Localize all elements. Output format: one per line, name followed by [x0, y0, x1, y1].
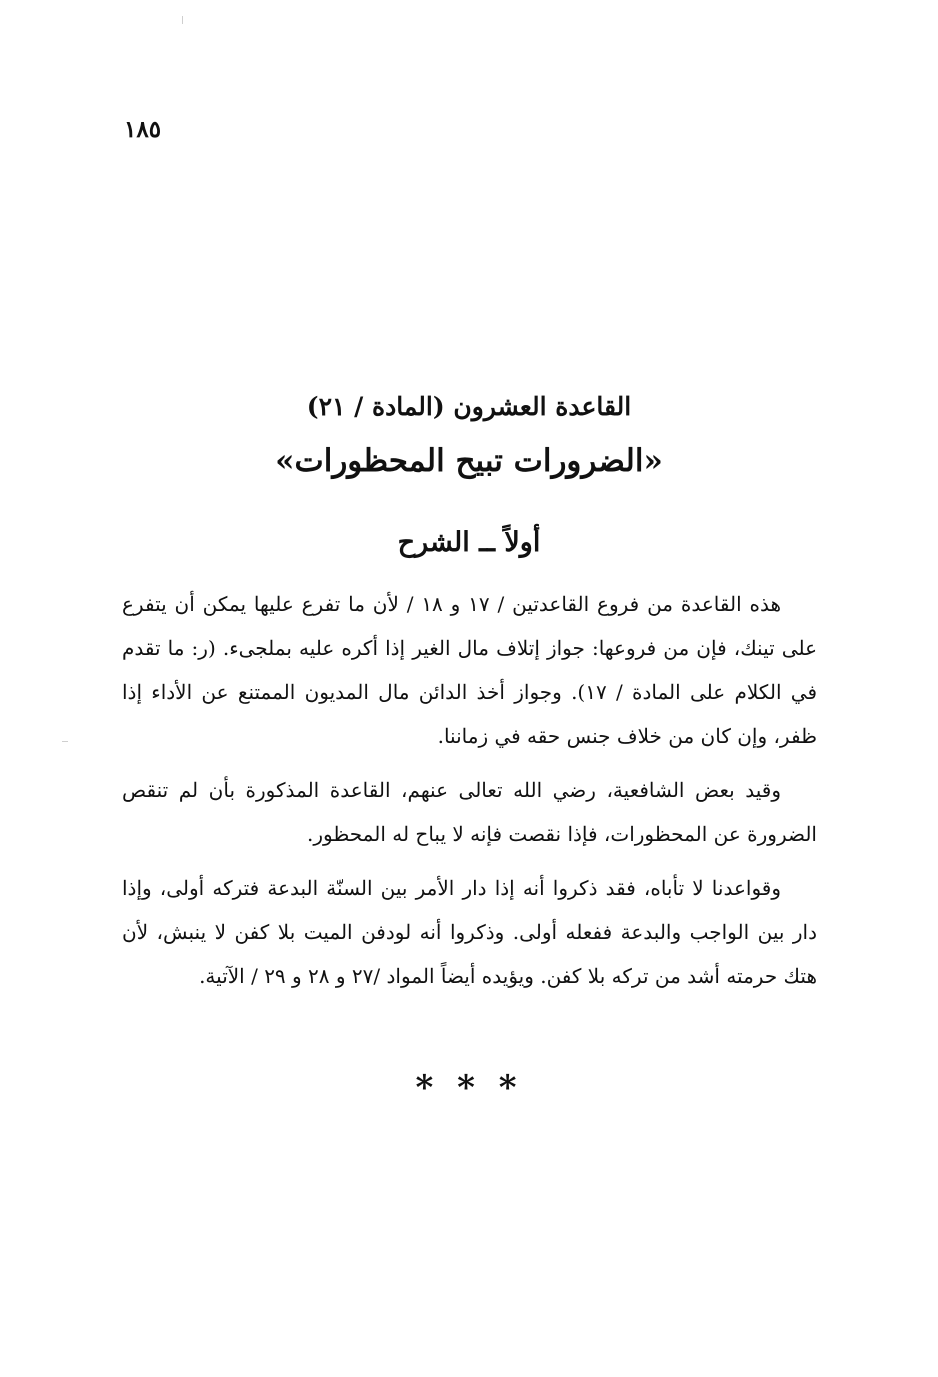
page-number: ١٨٥ [124, 116, 162, 143]
scan-edge-mark [182, 16, 183, 24]
section-heading: أولاً ــ الشرح [397, 527, 541, 558]
paragraph-3: وقواعدنا لا تأباه، فقد ذكروا أنه إذا دار الأمر بين السنّة البدعة فتركه أولى، وإذا دار بين الواجب والبدعة ففعله أولى. وذكروا أنه لودفن الميت بلا كفن لا ينبش، لأن هتك حرمته أشد من تركه بلا كفن. ويؤيده أيضاً المواد /٢٧ و ٢٨ و ٢٩ / الآتية. [122, 876, 817, 988]
scan-edge-mark [62, 741, 68, 742]
rule-maxim: «الضرورات تبيح المحظورات» [275, 443, 663, 479]
section-separator: * * * [415, 1068, 523, 1108]
body-text [122, 582, 817, 1008]
paragraph-2: وقيد بعض الشافعية، رضي الله تعالى عنهم، القاعدة المذكورة بأن لم تنقص الضرورة عن المحظورات، فإذا نقصت فإنه لا يباح له المحظور. [122, 778, 817, 846]
paragraph-1: هذه القاعدة من فروع القاعدتين / ١٧ و ١٨ / لأن ما تفرع عليها يمكن أن يتفرع على تينك، فإن من فروعها: جواز إتلاف مال الغير إذا أكره عليه بملجىء. (ر: ما تقدم في الكلام على المادة / ١٧). وجواز أخذ الدائن مال المديون الممتنع عن الأداء إذا ظفر، وإن كان من خلاف جنس حقه في زماننا. [122, 592, 817, 748]
rule-title: القاعدة العشرون (المادة / ٢١) [306, 392, 632, 421]
